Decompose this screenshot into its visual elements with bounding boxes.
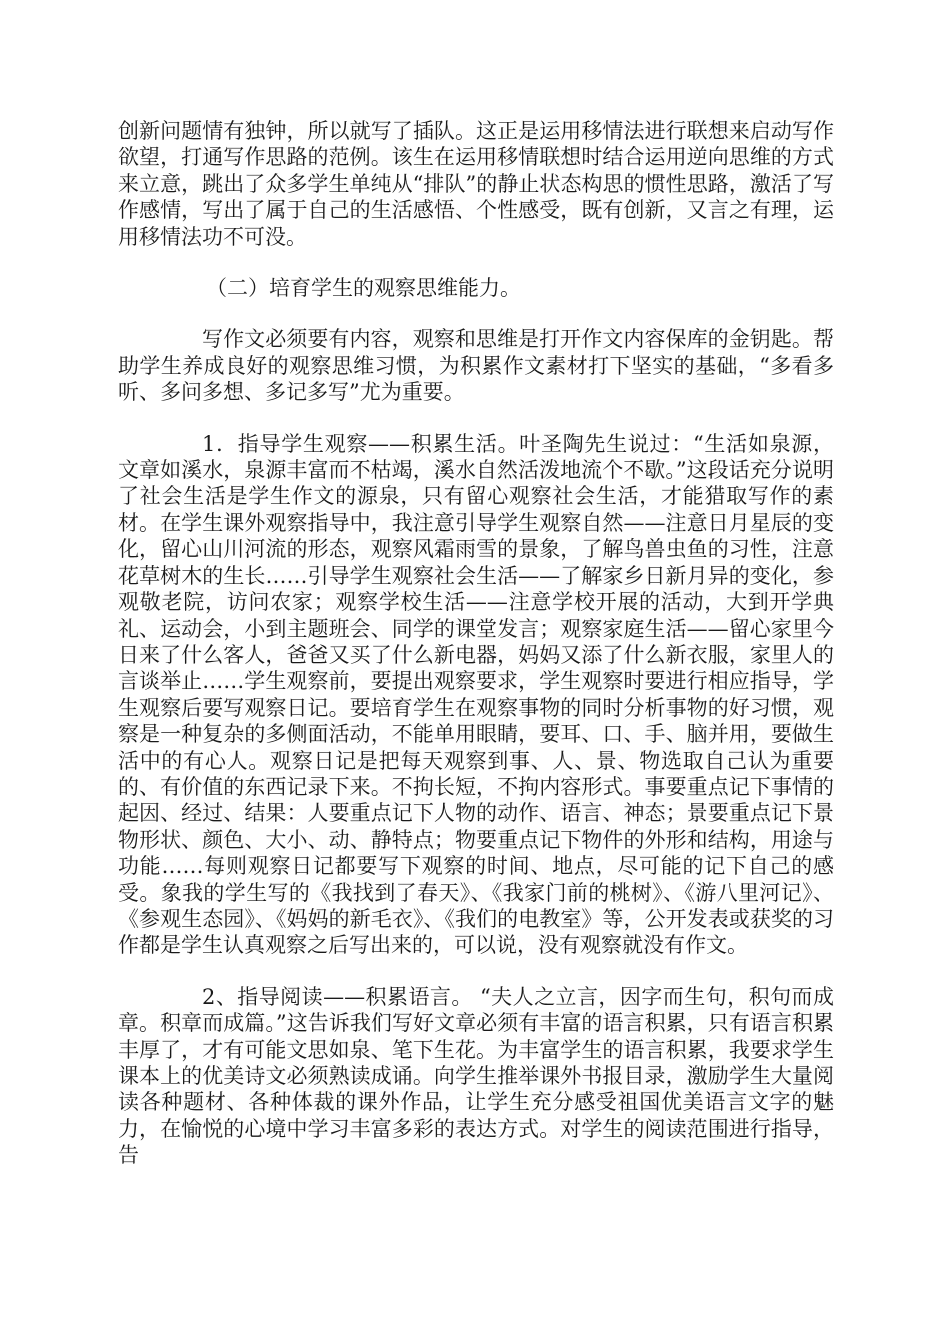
paragraph-observation-intro: 写作文必须要有内容，观察和思维是打开作文内容保库的金钥匙。帮助学生养成良好的观察思维习惯，为积累作文素材打下坚实的基础，“多看多听、多问多想、多记多写”尤为重要。	[118, 327, 834, 405]
paragraph-guide-observation: 1．指导学生观察——积累生活。叶圣陶先生说过：“生活如泉源，文章如溪水，泉源丰富而不枯竭，溪水自然活泼地流个不歇。”这段话充分说明了社会生活是学生作文的源泉，只有留心观察社会生活，才能猎取写作的素材。在学生课外观察指导中，我注意引导学生观察自然——注意日月星辰的变化，留心山川河流的形态，观察风霜雨雪的景象，了解鸟兽虫鱼的习性，注意花草树木的生长……引导学生观察社会生活——了解家乡日新月异的变化，参观敬老院，访问农家；观察学校生活——注意学校开展的活动，大到开学典礼、运动会，小到主题班会、同学的课堂发言；观察家庭生活——留心家里今日来了什么客人，爸爸又买了什么新电器，妈妈又添了什么新衣服，家里人的言谈举止……学生观察前，要提出观察要求，学生观察时要进行相应指导，学生观察后要写观察日记。要培育学生在观察事物的同时分析事物的好习惯，观察是一种复杂的多侧面活动，不能单用眼睛，要耳、口、手、脑并用，要做生活中的有心人。观察日记是把每天观察到事、人、景、物选取自己认为重要的、有价值的东西记录下来。不拘长短，不拘内容形式。事要重点记下事情的起因、经过、结果：人要重点记下人物的动作、语言、神态；景要重点记下景物形状、颜色、大小、动、静特点；物要重点记下物件的外形和结构，用途与功能……每则观察日记都要写下观察的时间、地点，尽可能的记下自己的感受。象我的学生写的《我找到了春天》、《我家门前的桃树》、《游八里河记》、《参观生态园》、《妈妈的新毛衣》、《我们的电教室》等，公开发表或获奖的习作都是学生认真观察之后写出来的，可以说，没有观察就没有作文。	[118, 431, 834, 958]
document-body	[118, 118, 834, 1169]
paragraph-gap	[118, 250, 834, 275]
paragraph-guide-reading: 2、指导阅读——积累语言。 “夫人之立言，因字而生句，积句而成章。积章而成篇。”这告诉我们写好文章必须有丰富的语言积累，只有语言积累丰厚了，才有可能文思如泉、笔下生花。为丰富学生的语言积累，我要求学生课本上的优美诗文必须熟读成诵。向学生推举课外书报目录，激励学生大量阅读各种题材、各种体裁的课外作品，让学生充分感受祖国优美语言文字的魅力，在愉悦的心境中学习丰富多彩的表达方式。对学生的阅读范围进行指导，告	[118, 984, 834, 1168]
section-heading: （二）培育学生的观察思维能力。	[206, 276, 521, 301]
paragraph-gap	[118, 301, 834, 326]
paragraph-gap	[118, 959, 834, 984]
paragraph-continuation: 创新问题情有独钟，所以就写了插队。这正是运用移情法进行联想来启动写作欲望，打通写作思路的范例。该生在运用移情联想时结合运用逆向思维的方式来立意，跳出了众多学生单纯从“排队”的静止状态构思的惯性思路，激活了写作感情，写出了属于自己的生活感悟、个性感受，既有创新，又言之有理，运用移情法功不可没。	[118, 119, 834, 249]
paragraph-gap	[118, 406, 834, 431]
